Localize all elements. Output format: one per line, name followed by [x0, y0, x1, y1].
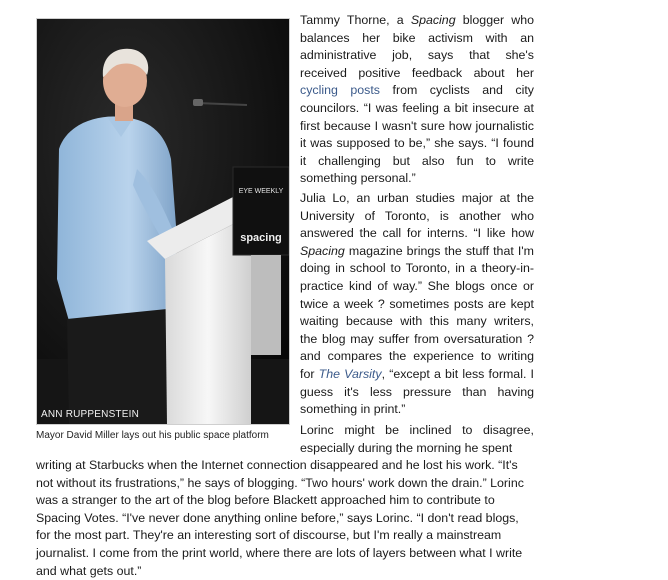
- paragraph-tammy-thorne: [300, 12, 534, 188]
- p2-spacing-italic: Spacing: [300, 243, 345, 258]
- p2-text-1: Julia Lo, an urban studies major at the University of Toronto, is another who answered the call for interns. “I like how: [300, 191, 534, 241]
- p2-text-2: magazine brings the stuff that I'm doing in school to Toronto, in a theory-in-practice kind of way.” She blogs once or twice a week ? sometimes posts are kept waiting because with this many writers, the blog may suffer from oversaturation ? and compares the experience to writing for: [300, 243, 534, 381]
- p2-text-3: , “except a bit less formal. I guess it's less pressure than having something in print.”: [300, 366, 535, 417]
- article-photo: [36, 18, 290, 425]
- article-figure: [36, 18, 290, 442]
- photo-credit: ANN RUPPENSTEIN: [41, 409, 140, 420]
- photo-illustration: [37, 19, 289, 424]
- p1-text-3: from cyclists and city councilors. “I was feeling a bit insecure at first because I wasn't sure how journalistic it was supposed to be,” she says. “I found it challenging but also fun to write something personal.”: [300, 83, 534, 186]
- p3-column-text: Lorinc might be inclined to disagree, especially during the morning he spent: [300, 423, 534, 455]
- the-varsity-link[interactable]: The Varsity: [318, 366, 382, 381]
- photo-caption: Mayor David Miller lays out his public space platform: [36, 430, 269, 441]
- paragraph-lorinc-start: [300, 422, 534, 457]
- p1-spacing-italic: Spacing: [410, 13, 456, 27]
- paragraph-julia-lo: [300, 190, 534, 419]
- sign-brand-text: spacing: [240, 232, 282, 244]
- cycling-posts-link[interactable]: cycling posts: [300, 83, 380, 98]
- sign-top-text: EYE WEEKLY: [238, 188, 284, 195]
- p1-text-2: blogger who balances her bike activism with an administrative job, says that she's received positive feedback about her: [300, 13, 534, 80]
- p1-text-1: Tammy Thorne, a: [300, 13, 411, 27]
- paragraph-lorinc-continued: writing at Starbucks when the Internet connection disappeared and he lost his work. “It's not without its frustrations,” he says of blogging. “Two hours' work down the drain.” Lorinc was a stranger to the art of the blog before Blackett approached him to contribute to Spacing Votes. “I've never done anything online before,” says Lorinc. “I don't read blogs, for the most part. They're an interesting sort of discourse, but I'm really a mainstream journalist. I come from the print world, where there are lots of layers between what I write and what gets out.”: [36, 458, 524, 578]
